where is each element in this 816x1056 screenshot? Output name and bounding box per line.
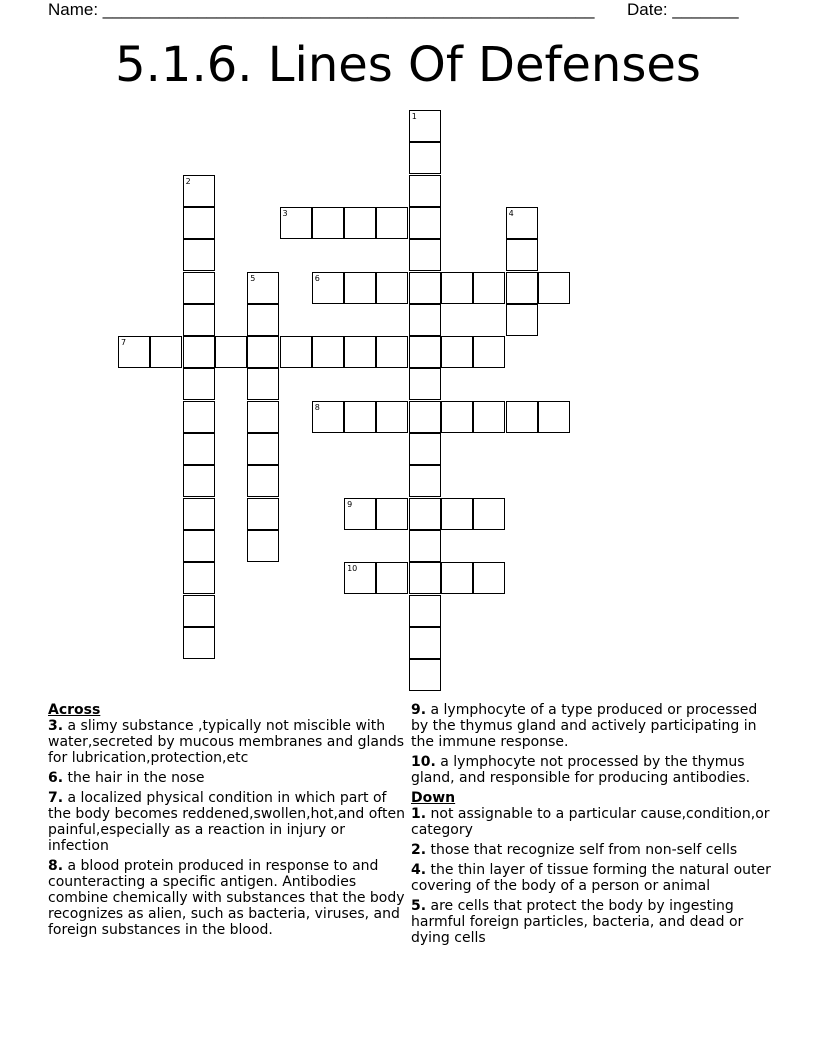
date-field-label: Date: _______ xyxy=(627,0,739,19)
grid-cell[interactable] xyxy=(409,239,441,271)
grid-cell[interactable] xyxy=(247,401,279,433)
grid-cell[interactable] xyxy=(247,368,279,400)
name-field-label: Name: ____________________________________________________ xyxy=(48,0,595,19)
grid-cell[interactable] xyxy=(473,336,505,368)
clue-down-4 xyxy=(411,862,771,894)
grid-cell[interactable] xyxy=(441,498,473,530)
across-heading: Across xyxy=(48,702,101,718)
clue-across-9 xyxy=(411,702,771,750)
clue-down-5 xyxy=(411,898,771,946)
grid-cell[interactable] xyxy=(538,401,570,433)
grid-cell[interactable] xyxy=(183,175,215,207)
grid-cell[interactable] xyxy=(506,239,538,271)
clue-text: are cells that protect the body by ingesting harmful foreign particles, bacteria, and dead or dying cells xyxy=(411,898,744,946)
grid-cell[interactable] xyxy=(409,530,441,562)
grid-cell[interactable] xyxy=(183,368,215,400)
clue-across-7 xyxy=(48,790,408,854)
grid-cell[interactable] xyxy=(409,627,441,659)
grid-cell[interactable] xyxy=(409,175,441,207)
grid-cell[interactable] xyxy=(441,562,473,594)
grid-cell[interactable] xyxy=(183,272,215,304)
grid-cell[interactable] xyxy=(280,207,312,239)
grid-cell[interactable] xyxy=(376,562,408,594)
clue-number: 2. xyxy=(411,842,427,858)
clues-column-left xyxy=(48,702,408,942)
grid-cell[interactable] xyxy=(247,530,279,562)
grid-cell[interactable] xyxy=(473,562,505,594)
grid-cell[interactable] xyxy=(409,368,441,400)
grid-cell[interactable] xyxy=(506,401,538,433)
clue-number-label: 6 xyxy=(314,273,320,283)
clue-text: not assignable to a particular cause,condition,or category xyxy=(411,806,770,838)
grid-cell[interactable] xyxy=(473,401,505,433)
clue-across-3 xyxy=(48,718,408,766)
grid-cell[interactable] xyxy=(409,595,441,627)
grid-cell[interactable] xyxy=(344,401,376,433)
grid-cell[interactable] xyxy=(183,530,215,562)
clue-text: a lymphocyte of a type produced or processed by the thymus gland and actively participating in the immune response. xyxy=(411,702,758,750)
grid-cell[interactable] xyxy=(344,498,376,530)
clue-number-label: 10 xyxy=(347,564,358,574)
grid-cell[interactable] xyxy=(376,336,408,368)
clue-number: 9. xyxy=(411,702,427,718)
clue-text: a slimy substance ,typically not miscible with water,secreted by mucous membranes and glands for lubrication,protection,etc xyxy=(48,718,404,766)
grid-cell[interactable] xyxy=(409,142,441,174)
grid-cell[interactable] xyxy=(215,336,247,368)
grid-cell[interactable] xyxy=(247,304,279,336)
grid-cell[interactable] xyxy=(183,239,215,271)
grid-cell[interactable] xyxy=(409,401,441,433)
grid-cell[interactable] xyxy=(312,401,344,433)
grid-cell[interactable] xyxy=(376,272,408,304)
grid-cell[interactable] xyxy=(183,207,215,239)
grid-cell[interactable] xyxy=(183,562,215,594)
grid-cell[interactable] xyxy=(280,336,312,368)
grid-cell[interactable] xyxy=(409,110,441,142)
clue-down-2 xyxy=(411,842,771,858)
clue-text: those that recognize self from non-self cells xyxy=(426,842,738,858)
grid-cell[interactable] xyxy=(409,465,441,497)
grid-cell[interactable] xyxy=(312,336,344,368)
page-title: 5.1.6. Lines Of Defenses xyxy=(115,37,701,93)
grid-cell[interactable] xyxy=(150,336,182,368)
grid-cell[interactable] xyxy=(409,433,441,465)
grid-cell[interactable] xyxy=(376,207,408,239)
grid-cell[interactable] xyxy=(409,562,441,594)
grid-cell[interactable] xyxy=(247,336,279,368)
grid-cell[interactable] xyxy=(312,207,344,239)
clue-number-label: 8 xyxy=(314,402,320,412)
clue-number: 10. xyxy=(411,754,436,770)
grid-cell[interactable] xyxy=(183,498,215,530)
clue-number: 4. xyxy=(411,862,427,878)
grid-cell[interactable] xyxy=(441,336,473,368)
grid-cell[interactable] xyxy=(183,304,215,336)
grid-cell[interactable] xyxy=(409,207,441,239)
grid-cell[interactable] xyxy=(344,272,376,304)
clue-number: 8. xyxy=(48,858,64,874)
grid-cell[interactable] xyxy=(506,272,538,304)
grid-cell[interactable] xyxy=(473,498,505,530)
clue-number: 3. xyxy=(48,718,64,734)
clues-column-right xyxy=(411,702,771,950)
clue-number: 5. xyxy=(411,898,427,914)
grid-cell[interactable] xyxy=(506,304,538,336)
grid-cell[interactable] xyxy=(183,595,215,627)
clue-across-6 xyxy=(48,770,408,786)
grid-cell[interactable] xyxy=(409,336,441,368)
clue-number-label: 4 xyxy=(508,208,514,218)
grid-cell[interactable] xyxy=(409,659,441,691)
grid-cell[interactable] xyxy=(344,207,376,239)
clue-text: a localized physical condition in which part of the body becomes reddened,swollen,hot,and often painful,especially as a reaction in injury or infection xyxy=(48,790,405,854)
grid-cell[interactable] xyxy=(118,336,150,368)
grid-cell[interactable] xyxy=(409,498,441,530)
clue-number: 7. xyxy=(48,790,64,806)
grid-cell[interactable] xyxy=(538,272,570,304)
clue-number-label: 5 xyxy=(250,273,256,283)
grid-cell[interactable] xyxy=(376,498,408,530)
clue-number-label: 2 xyxy=(185,176,191,186)
clue-number: 6. xyxy=(48,770,64,786)
grid-cell[interactable] xyxy=(183,465,215,497)
clue-down-1 xyxy=(411,806,771,838)
grid-cell[interactable] xyxy=(247,272,279,304)
grid-cell[interactable] xyxy=(183,433,215,465)
clue-number-label: 3 xyxy=(282,208,288,218)
clue-across-10 xyxy=(411,754,771,786)
clue-number-label: 9 xyxy=(347,499,353,509)
clue-text: a blood protein produced in response to and counteracting a specific antigen. Antibodies combine chemically with substances that the body recognizes as alien, such as bacteria, viruses, and foreign substances in the blood. xyxy=(48,858,405,938)
grid-cell[interactable] xyxy=(247,465,279,497)
grid-cell[interactable] xyxy=(247,498,279,530)
down-heading: Down xyxy=(411,790,456,806)
grid-cell[interactable] xyxy=(376,401,408,433)
grid-cell[interactable] xyxy=(183,336,215,368)
clue-text: a lymphocyte not processed by the thymus gland, and responsible for producing antibodies. xyxy=(411,754,751,786)
grid-cell[interactable] xyxy=(506,207,538,239)
grid-cell[interactable] xyxy=(183,401,215,433)
clue-text: the thin layer of tissue forming the natural outer covering of the body of a person or animal xyxy=(411,862,771,894)
grid-cell[interactable] xyxy=(344,562,376,594)
grid-cell[interactable] xyxy=(441,272,473,304)
grid-cell[interactable] xyxy=(344,336,376,368)
clue-number: 1. xyxy=(411,806,427,822)
clue-number-label: 1 xyxy=(411,112,417,121)
grid-cell[interactable] xyxy=(441,401,473,433)
clue-number-label: 7 xyxy=(121,338,127,348)
grid-cell[interactable] xyxy=(473,272,505,304)
grid-cell[interactable] xyxy=(183,627,215,659)
clue-text: the hair in the nose xyxy=(63,770,205,786)
grid-cell[interactable] xyxy=(312,272,344,304)
grid-cell[interactable] xyxy=(409,272,441,304)
grid-cell[interactable] xyxy=(409,304,441,336)
clue-across-8 xyxy=(48,858,408,938)
grid-cell[interactable] xyxy=(247,433,279,465)
